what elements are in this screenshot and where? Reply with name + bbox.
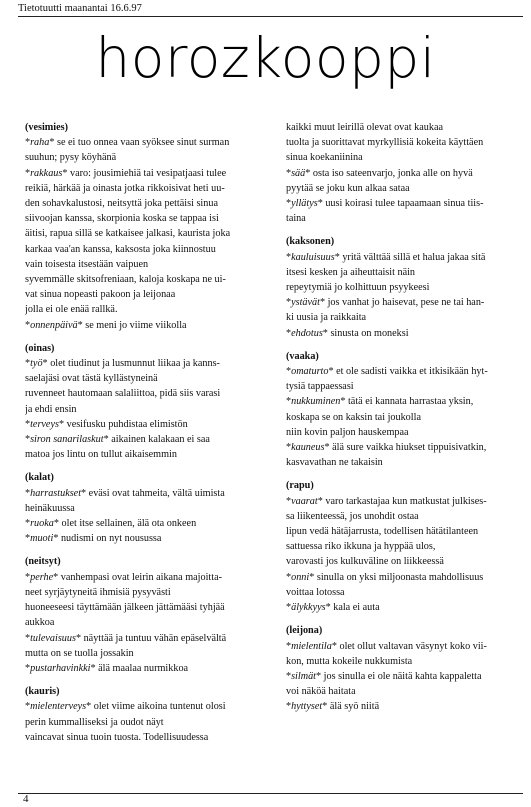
- text-line: [25, 531, 272, 546]
- bullet-marker: *: [286, 198, 292, 210]
- sign-heading: (neitsyt): [25, 556, 61, 568]
- bullet-marker: *: [25, 137, 31, 149]
- text-line: [286, 639, 522, 654]
- topic-term: ystävät: [291, 297, 320, 309]
- text-line: vaincavat sinua tuoin tuosta. Todellisuudessa: [25, 731, 209, 743]
- text-line: [286, 364, 522, 379]
- prediction-text: * vesifusku puhdistaa elimistön: [58, 418, 188, 430]
- text-line: suuhun; pysy köyhänä: [25, 152, 117, 164]
- horoscope-section: [286, 120, 522, 226]
- sign-heading: (leijona): [286, 625, 323, 637]
- prediction-text: * uusi koirasi tulee tapaamaan sinua tiis-: [317, 198, 484, 210]
- text-line: ruvenneet hautomaan salaliittoa, pidä siis varasi: [25, 388, 221, 400]
- page-number: 4: [23, 793, 29, 805]
- prediction-text: * sinulla on yksi miljoonasta mahdollisuus: [309, 571, 484, 583]
- topic-term: ruoka: [30, 518, 54, 530]
- text-line: itsesi kesken ja aiheuttaisit näin: [286, 266, 416, 278]
- prediction-text: * aikainen kalakaan ei saa: [103, 434, 210, 446]
- text-line: [286, 494, 522, 509]
- text-line: siivoojan kanssa, skorpionia koska se tappaa isi: [25, 213, 219, 225]
- topic-term: työ: [30, 358, 43, 370]
- prediction-text: * olet tiudinut ja lusmunnut liikaa ja kanns-: [42, 358, 220, 370]
- text-line: vain toisesta itsestään vaipuen: [25, 258, 149, 270]
- horoscope-section: [25, 684, 272, 745]
- bullet-marker: *: [286, 297, 292, 309]
- topic-term: onnenpäivä: [30, 319, 78, 331]
- bullet-marker: *: [286, 327, 292, 339]
- prediction-text: * olet ollut valtavan väsynyt koko vii-: [331, 640, 487, 652]
- topic-term: muoti: [30, 533, 54, 545]
- bullet-marker: *: [286, 251, 292, 263]
- prediction-text: * nudismi on nyt nousussa: [53, 533, 162, 545]
- text-line: kaikki muut leirillä olevat ovat kaukaa: [286, 122, 444, 133]
- bullet-marker: *: [25, 319, 31, 331]
- bullet-marker: *: [25, 571, 31, 583]
- prediction-text: * vanhempasi ovat leirin aikana majoitta-: [53, 571, 222, 583]
- bullet-marker: *: [286, 571, 292, 583]
- bullet-marker: *: [286, 396, 292, 408]
- text-line: [25, 135, 272, 150]
- text-line: [25, 417, 272, 432]
- sign-heading: (kauris): [25, 686, 60, 698]
- horoscope-section: [25, 554, 272, 676]
- text-line: tysiä tappaessasi: [286, 381, 354, 393]
- topic-term: vaarat: [291, 495, 318, 507]
- text-line: [25, 516, 272, 531]
- text-line: [286, 600, 522, 615]
- text-line: ja ehdi ensin: [25, 403, 77, 415]
- page-title: horozkooppi: [95, 26, 436, 90]
- text-line: ki uusia ja raikkaita: [286, 312, 367, 324]
- text-line: aukkoa: [25, 617, 55, 629]
- footer-divider: [18, 793, 523, 794]
- text-line: [25, 699, 272, 714]
- text-line: koskapa se on kaksin tai joukolla: [286, 411, 421, 423]
- bullet-marker: *: [25, 533, 31, 545]
- text-line: [25, 631, 272, 646]
- sign-heading: (kalat): [25, 472, 54, 484]
- horoscope-section: [25, 470, 272, 546]
- text-line: karkaa vaa'an kanssa, kaksosta joka kiinnostuu: [25, 243, 216, 255]
- prediction-text: * olet viime aikoina tuntenut olosi: [86, 701, 226, 713]
- text-line: reikiä, härkää ja oinasta jotka rikkoisivat heti uu-: [25, 182, 225, 194]
- bullet-marker: *: [286, 701, 292, 713]
- text-line: [286, 699, 522, 714]
- prediction-text: * sinusta on moneksi: [322, 327, 409, 339]
- page-header: Tietotuutti maanantai 16.6.97: [18, 3, 142, 14]
- text-line: [25, 318, 272, 333]
- prediction-text: * älä sure vaikka hiukset tippuisivatkin,: [324, 442, 487, 454]
- topic-term: kauluisuus: [291, 251, 335, 263]
- prediction-text: * se ei tuo onnea vaan syöksee sinut surman: [49, 137, 230, 149]
- text-line: [25, 661, 272, 676]
- text-line: [25, 570, 272, 585]
- bullet-marker: *: [25, 662, 31, 674]
- bullet-marker: *: [286, 366, 292, 378]
- text-line: [286, 326, 522, 341]
- topic-term: ehdotus: [291, 327, 323, 339]
- text-line: [286, 669, 522, 684]
- topic-term: siron sanarilaskut: [30, 434, 104, 446]
- prediction-text: * se meni jo viime viikolla: [77, 319, 187, 331]
- sign-heading: (vesimies): [25, 122, 68, 133]
- horoscope-section: [25, 341, 272, 463]
- text-line: voi näköä haitata: [286, 686, 356, 698]
- bullet-marker: *: [286, 442, 292, 454]
- bullet-marker: *: [286, 670, 292, 682]
- text-line: [286, 570, 522, 585]
- prediction-text: * jos vanhat jo haisevat, pese ne tai han-: [319, 297, 485, 309]
- text-line: syvemmälle skitsofreniaan, kaloja koskapa ne ui-: [25, 274, 226, 286]
- prediction-text: * osta iso sateenvarjo, jonka alle on hyvä: [305, 167, 473, 179]
- text-line: den sohavkalustosi, neitsyttä joka pettäisi sinua: [25, 198, 218, 210]
- bullet-marker: *: [25, 518, 31, 530]
- topic-term: silmät: [291, 670, 317, 682]
- text-line: saelajäsi ovat tästä kyllästyneinä: [25, 373, 158, 385]
- bullet-marker: *: [25, 418, 31, 430]
- prediction-text: * kala ei auta: [325, 602, 380, 614]
- text-line: [25, 166, 272, 181]
- sign-heading: (kaksonen): [286, 236, 335, 248]
- text-line: äitisi, rapua sillä se katkaisee jalkasi, kaurista joka: [25, 228, 231, 240]
- horoscope-section: [25, 120, 272, 333]
- text-line: niin kovin paljon hauskempaa: [286, 426, 409, 438]
- topic-term: nukkuminen: [291, 396, 341, 408]
- text-line: repeytymiä jo kolhittuun psyykeesi: [286, 282, 430, 294]
- bullet-marker: *: [25, 358, 31, 370]
- topic-term: sää: [291, 167, 306, 179]
- text-line: [286, 166, 522, 181]
- left-column: [25, 120, 272, 753]
- text-line: [286, 394, 522, 409]
- text-line: voittaa lotossa: [286, 586, 345, 598]
- topic-term: onni: [291, 571, 310, 583]
- topic-term: harrastukset: [30, 487, 82, 499]
- topic-term: yllätys: [291, 198, 318, 210]
- prediction-text: * jos sinulla ei ole näitä kahta kappaletta: [316, 670, 482, 682]
- prediction-text: * tätä ei kannata harrastaa yksin,: [340, 396, 474, 408]
- bullet-marker: *: [25, 632, 31, 644]
- bullet-marker: *: [25, 701, 31, 713]
- topic-term: pustarhavinkki: [30, 662, 91, 674]
- topic-term: mielentila: [291, 640, 332, 652]
- text-line: neet syrjäytyneitä ihmisiä pysyvästi: [25, 586, 171, 598]
- topic-term: terveys: [30, 418, 59, 430]
- topic-term: omaturto: [291, 366, 329, 378]
- topic-term: hyttyset: [291, 701, 323, 713]
- prediction-text: * olet itse sellainen, älä ota onkeen: [53, 518, 197, 530]
- text-line: sinua koekaniinina: [286, 152, 363, 164]
- prediction-text: * yritä välttää sillä et halua jakaa sitä: [334, 251, 486, 263]
- topic-term: kauneus: [291, 442, 325, 454]
- sign-heading: (vaaka): [286, 350, 319, 362]
- bullet-marker: *: [286, 602, 292, 614]
- text-line: matoa jos lintu on tullut aikaisemmin: [25, 449, 177, 461]
- bullet-marker: *: [286, 640, 292, 652]
- topic-term: tulevaisuus: [30, 632, 76, 644]
- right-column: [286, 120, 522, 723]
- bullet-marker: *: [286, 167, 292, 179]
- prediction-text: * eväsi ovat tahmeita, vältä uimista: [81, 487, 225, 499]
- text-line: [286, 250, 522, 265]
- prediction-text: * varo tarkastajaa kun matkustat julkises-: [317, 495, 487, 507]
- horoscope-section: [286, 478, 522, 615]
- topic-term: raha: [30, 137, 50, 149]
- text-line: kasvavathan ne takaisin: [286, 457, 383, 469]
- text-line: [286, 440, 522, 455]
- text-line: varovasti jos kulkuväline on liikkeessä: [286, 556, 444, 568]
- text-line: mutta on se tuolla jossakin: [25, 647, 134, 659]
- topic-term: perhe: [30, 571, 54, 583]
- text-line: perin kummalliseksi ja oudot näyt: [25, 716, 164, 728]
- horoscope-section: [286, 234, 522, 340]
- text-line: vat sinua nopeasti pakoon ja leijonaa: [25, 289, 176, 301]
- horoscope-section: [286, 623, 522, 714]
- text-line: heinäkuussa: [25, 502, 75, 514]
- text-line: sattuessa riko ikkuna ja hyppää ulos,: [286, 541, 436, 553]
- text-line: [25, 356, 272, 371]
- sign-heading: (oinas): [25, 342, 55, 354]
- text-line: taina: [286, 213, 306, 225]
- text-line: huoneeseesi täyttämään jälkeen jättämääsi tyhjää: [25, 602, 225, 614]
- bullet-marker: *: [25, 167, 31, 179]
- text-line: jolla ei ole enää rallkä.: [25, 304, 118, 316]
- text-line: [25, 432, 272, 447]
- text-line: [286, 295, 522, 310]
- text-line: kon, mutta kokeile nukkumista: [286, 655, 413, 667]
- prediction-text: * näyttää ja tuntuu vähän epäselvältä: [75, 632, 227, 644]
- horoscope-section: [286, 349, 522, 471]
- topic-term: älykkyys: [291, 602, 326, 614]
- sign-heading: (rapu): [286, 480, 314, 492]
- text-line: pyytää se joku kun alkaa sataa: [286, 182, 410, 194]
- text-line: [286, 196, 522, 211]
- text-line: tuolta ja suorittavat myrkyllisiä kokeita käyttäen: [286, 137, 484, 149]
- topic-term: mielenterveys: [30, 701, 87, 713]
- bullet-marker: *: [25, 434, 31, 446]
- prediction-text: * varo: jousimiehiä tai vesipatjaasi tulee: [62, 167, 227, 179]
- bullet-marker: *: [25, 487, 31, 499]
- prediction-text: * et ole sadisti vaikka et itkisikään hyt-: [328, 366, 488, 378]
- prediction-text: * älä maalaa nurmikkoa: [90, 662, 189, 674]
- header-divider: [18, 16, 523, 17]
- text-line: [25, 486, 272, 501]
- text-line: sa liikenteessä, jos unohdit ostaa: [286, 510, 419, 522]
- bullet-marker: *: [286, 495, 292, 507]
- topic-term: rakkaus: [30, 167, 63, 179]
- text-line: lipun vedä hätäjarrusta, todellisen hätätilanteen: [286, 526, 479, 538]
- prediction-text: * älä syö niitä: [322, 701, 380, 713]
